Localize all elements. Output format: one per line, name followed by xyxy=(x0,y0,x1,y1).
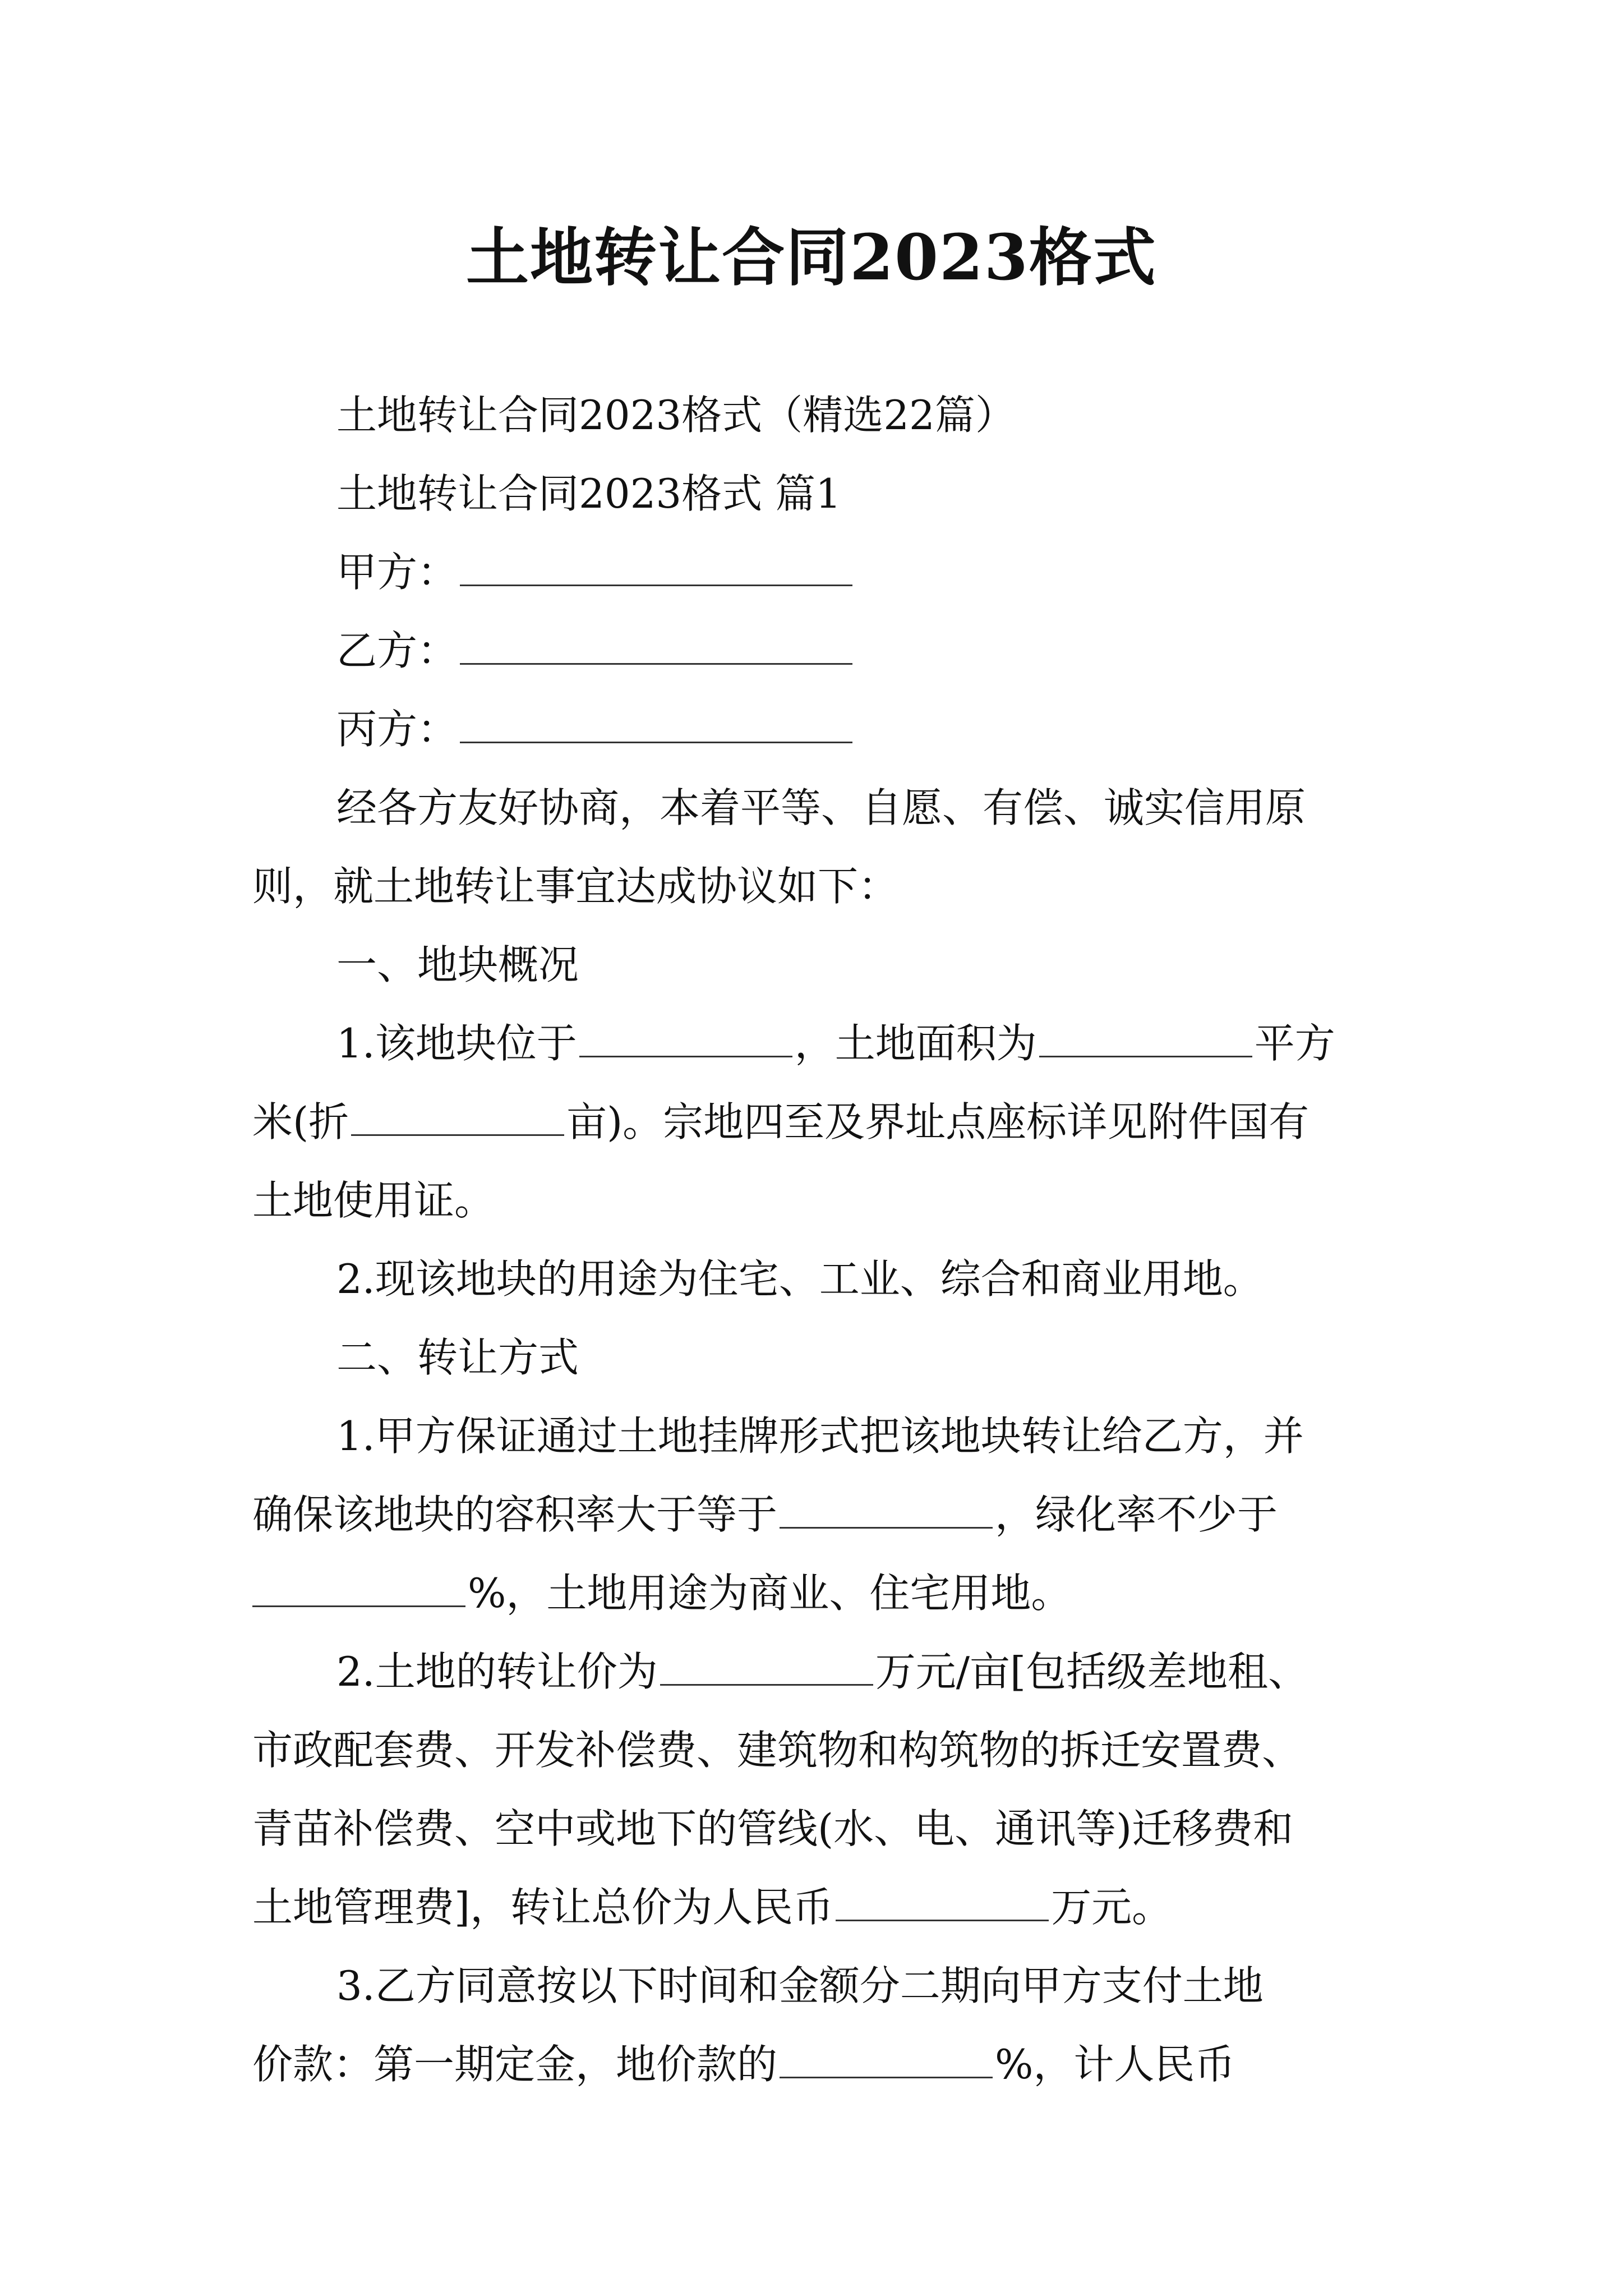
party-c-label: 丙方： xyxy=(336,706,458,753)
section-1-item-1-line-1 xyxy=(336,1015,1408,1071)
party-b-blank xyxy=(460,624,852,665)
text-segment: 土地管理费]，转让总价为人民币 xyxy=(252,1884,834,1931)
section-2-item-2-line-2: 市政配套费、开发补偿费、建筑物和构筑物的拆迁安置费、 xyxy=(252,1727,1303,1774)
greening-rate-blank xyxy=(252,1566,465,1607)
section-2-item-3-line-2 xyxy=(252,2036,1408,2092)
area-blank xyxy=(1039,1016,1252,1057)
text-segment: ，土地面积为 xyxy=(794,1020,1037,1067)
text-segment: 米(折 xyxy=(252,1098,349,1145)
section-1-item-1-line-2 xyxy=(252,1094,1408,1150)
total-price-blank xyxy=(836,1880,1049,1921)
deposit-percent-blank xyxy=(780,2037,993,2078)
unit-price-blank xyxy=(660,1645,873,1686)
section-2-item-2-line-3: 青苗补偿费、空中或地下的管线(水、电、通讯等)迁移费和 xyxy=(252,1805,1294,1852)
text-segment: 万元。 xyxy=(1051,1884,1173,1931)
text-segment: 价款：第一期定金，地价款的 xyxy=(252,2041,778,2088)
party-a-blank xyxy=(460,545,852,586)
text-segment: 平方 xyxy=(1254,1020,1335,1067)
intro-line-2: 则，就土地转让事宜达成协议如下： xyxy=(252,863,899,910)
text-segment: %，土地用途为商业、住宅用地。 xyxy=(468,1570,1072,1617)
party-a-label: 甲方： xyxy=(336,549,458,596)
party-a-line xyxy=(336,544,1408,600)
document-subtitle: 土地转让合同2023格式（精选22篇） xyxy=(336,392,1016,439)
section-2-item-2-line-1 xyxy=(336,1644,1408,1700)
section-2-item-1-line-1: 1.甲方保证通过土地挂牌形式把该地块转让给乙方，并 xyxy=(336,1412,1304,1460)
section-2-heading: 二、转让方式 xyxy=(336,1334,579,1381)
intro-line-1: 经各方友好协商，本着平等、自愿、有偿、诚实信用原 xyxy=(336,784,1306,831)
text-segment: 2.土地的转让价为 xyxy=(336,1648,658,1695)
mu-blank xyxy=(351,1095,564,1136)
party-b-line xyxy=(336,623,1408,679)
section-1-item-2: 2.现该地块的用途为住宅、工业、综合和商业用地。 xyxy=(336,1255,1264,1303)
section-2-item-2-line-4 xyxy=(252,1879,1408,1935)
section-1-item-1-line-3: 土地使用证。 xyxy=(252,1177,495,1224)
text-segment: ，绿化率不少于 xyxy=(995,1491,1278,1538)
party-b-label: 乙方： xyxy=(336,627,458,674)
part-heading: 土地转让合同2023格式 篇1 xyxy=(336,470,841,517)
party-c-blank xyxy=(460,702,852,743)
text-segment: %，计人民币 xyxy=(995,2041,1235,2088)
section-2-item-1-line-2 xyxy=(252,1487,1408,1543)
text-segment: 确保该地块的容积率大于等于 xyxy=(252,1491,778,1538)
location-blank xyxy=(579,1016,792,1057)
plot-ratio-blank xyxy=(780,1488,993,1529)
text-segment: 万元/亩[包括级差地租、 xyxy=(875,1648,1309,1695)
section-2-item-3-line-1: 3.乙方同意按以下时间和金额分二期向甲方支付土地 xyxy=(336,1962,1264,2009)
party-c-line xyxy=(336,701,1408,757)
document-title: 土地转让合同2023格式 xyxy=(466,221,1157,295)
section-2-item-1-line-3 xyxy=(252,1565,1408,1621)
section-1-heading: 一、地块概况 xyxy=(336,941,579,988)
text-segment: 1.该地块位于 xyxy=(336,1020,577,1067)
text-segment: 亩)。宗地四至及界址点座标详见附件国有 xyxy=(566,1098,1310,1145)
